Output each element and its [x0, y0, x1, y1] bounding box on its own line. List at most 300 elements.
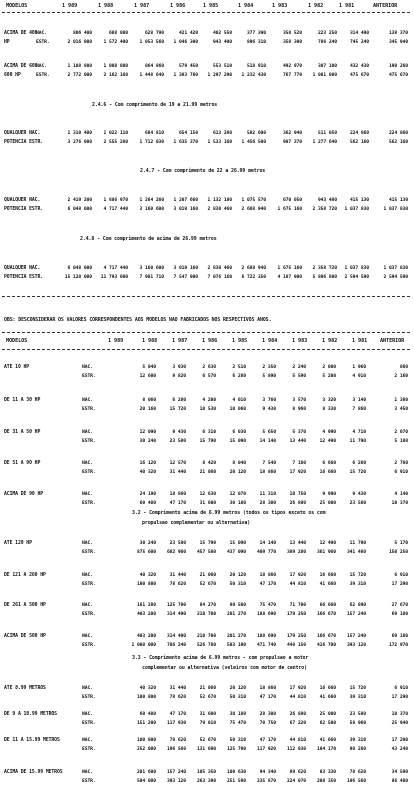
- header-year-1985: 1 985: [203, 3, 219, 9]
- table-cell: 117 930: [166, 721, 186, 726]
- row-origin: ESTR.: [82, 721, 96, 726]
- table-cell: 23 580: [169, 439, 186, 444]
- table-cell: 31 600: [199, 712, 216, 717]
- table-cell: 3 019 160: [173, 266, 198, 271]
- table-cell: 60 480: [139, 501, 156, 506]
- table-cell: 125 790: [226, 747, 246, 752]
- header-year-1983: 1 983: [272, 3, 288, 9]
- table-cell: 11 790: [349, 541, 366, 546]
- table-cell: 125 790: [166, 603, 186, 608]
- table-cell: 10 370: [391, 712, 408, 717]
- table-cell: 15 720: [349, 470, 366, 475]
- caption-2-4-6: 2.4.6 - Com comprimento de 19 a 21.99 metros: [92, 102, 218, 108]
- header-anterior: ANTERIOR: [373, 3, 398, 9]
- table-cell: 17 920: [289, 470, 306, 475]
- table-cell: 6 660: [322, 461, 336, 466]
- table-cell: 15 720: [349, 686, 366, 691]
- table-cell: 210 700: [196, 634, 216, 639]
- table-cell: 475 670: [349, 73, 369, 78]
- table-cell: 188 690: [256, 634, 276, 639]
- table-cell: 8 420: [202, 461, 216, 466]
- table-cell: 12 090: [139, 430, 156, 435]
- table-cell: 8 040: [232, 461, 246, 466]
- table-cell: 17 920: [289, 686, 306, 691]
- table-cell: 4 990: [322, 430, 336, 435]
- table-cell: 3 930: [172, 365, 186, 370]
- table-cell: 492 970: [282, 64, 302, 69]
- table-cell: 448 150: [286, 643, 306, 648]
- table-cell: 30 180: [229, 712, 246, 717]
- table-cell: 1 075 570: [241, 198, 266, 203]
- table-cell: 6 910: [394, 686, 408, 691]
- table-cell: 1 037 830: [344, 266, 369, 271]
- table-cell: 6 722 350: [241, 275, 266, 280]
- table-cell: 188 690: [256, 612, 276, 617]
- table-cell: 6 280: [352, 461, 366, 466]
- table-cell: 345 940: [388, 40, 408, 45]
- table-cell: 1 675 160: [277, 207, 302, 212]
- table-cell: 25 940: [391, 721, 408, 726]
- table-cell: 943 480: [317, 198, 337, 203]
- table-cell: 44 810: [289, 738, 306, 743]
- table-cell: 20 120: [229, 573, 246, 578]
- table-cell: 2 594 590: [344, 275, 369, 280]
- table-cell: 1 207 660: [173, 198, 198, 203]
- table-cell: 31 440: [169, 573, 186, 578]
- table-cell: 13 440: [289, 439, 306, 444]
- table-cell: 628 790: [144, 31, 164, 36]
- table-cell: 50 310: [229, 695, 246, 700]
- row-label: ACIMA DE 500 HP: [4, 634, 46, 639]
- table-cell: 377 390: [246, 31, 266, 36]
- row-origin: NAC.: [82, 365, 93, 370]
- table-cell: 2 630: [202, 365, 216, 370]
- table-cell: 421 420: [178, 31, 198, 36]
- row-label: ATE 10 HP: [4, 365, 30, 370]
- table-cell: 15 090: [229, 439, 246, 444]
- row-origin: ESTR.: [82, 374, 96, 379]
- caption-3-2-cont: propulsao complementar ou alternativa): [142, 520, 251, 526]
- table-cell: 562 160: [388, 140, 408, 145]
- table-cell: 11 793 600: [100, 275, 128, 280]
- table-cell: 263 390: [196, 779, 216, 784]
- year-header-top: [0, 1, 414, 12]
- row-origin: ESTR.: [82, 612, 96, 617]
- header-year-1988: 1 988: [98, 3, 114, 9]
- row-label: POTENCIA ESTR.: [4, 140, 44, 145]
- table-cell: 150 250: [388, 550, 408, 555]
- row-origin: NAC.: [36, 64, 47, 69]
- row-label: POTENCIA ESTR.: [4, 275, 44, 280]
- row-origin: NAC.: [82, 573, 93, 578]
- table-cell: 25 000: [319, 501, 336, 506]
- table-cell: 47 170: [259, 582, 276, 587]
- table-cell: 9 430: [172, 430, 186, 435]
- row-label: ATE 120 HP: [4, 541, 32, 546]
- table-cell: 8 960: [292, 407, 306, 412]
- table-cell: 1 886 970: [103, 198, 128, 203]
- table-cell: 5 896 800: [312, 275, 337, 280]
- table-cell: 1 264 260: [139, 198, 164, 203]
- header-year-1984: 1 984: [238, 3, 254, 9]
- table-cell: 28 300: [259, 501, 276, 506]
- table-cell: 112 030: [286, 747, 306, 752]
- table-cell: 224 860: [349, 131, 369, 136]
- table-cell: 7 860: [352, 407, 366, 412]
- table-cell: 66 660: [319, 603, 336, 608]
- table-cell: 896 310: [246, 40, 266, 45]
- table-cell: 7 540: [262, 461, 276, 466]
- row-origin: NAC.: [82, 541, 93, 546]
- table-cell: 2 772 000: [67, 73, 92, 78]
- table-cell: 21 060: [199, 686, 216, 691]
- table-cell: 172 970: [388, 643, 408, 648]
- row-label: POTENCIA ESTR.: [4, 207, 44, 212]
- table-cell: 23 580: [169, 541, 186, 546]
- table-cell: 6 048 000: [67, 266, 92, 271]
- table-cell: 654 150: [178, 131, 198, 136]
- header-anterior: ANTERIOR: [380, 338, 405, 344]
- table-cell: 402 550: [212, 31, 232, 36]
- table-cell: 40 320: [139, 573, 156, 578]
- table-cell: 341 480: [346, 550, 366, 555]
- row-label: DE 11 A 30 HP: [4, 398, 41, 403]
- header-year-1986: 1 986: [202, 338, 218, 344]
- table-cell: 100 800: [136, 582, 156, 587]
- table-cell: 1 046 300: [173, 40, 198, 45]
- table-cell: 94 340: [259, 770, 276, 775]
- table-cell: 196 560: [346, 779, 366, 784]
- table-cell: 15 790: [199, 541, 216, 546]
- table-cell: 4 010: [232, 398, 246, 403]
- table-cell: 8 330: [322, 407, 336, 412]
- table-cell: 223 250: [317, 31, 337, 36]
- table-cell: 17 290: [391, 695, 408, 700]
- table-cell: 875 600: [136, 550, 156, 555]
- table-cell: 314 490: [166, 634, 186, 639]
- table-cell: 67 220: [289, 721, 306, 726]
- table-cell: 1 712 030: [139, 140, 164, 145]
- table-cell: 1 037 830: [383, 207, 408, 212]
- table-cell: 670 050: [282, 198, 302, 203]
- table-cell: 1 572 400: [103, 40, 128, 45]
- table-cell: 100 800: [136, 738, 156, 743]
- table-cell: 6 280: [232, 374, 246, 379]
- row-origin: NAC.: [82, 398, 93, 403]
- row-origin: ESTR.: [82, 501, 96, 506]
- table-cell: 432 430: [349, 64, 369, 69]
- table-cell: 613 260: [212, 131, 232, 136]
- table-cell: 2 358 720: [312, 207, 337, 212]
- header-year-1983: 1 983: [292, 338, 308, 344]
- table-cell: 12 490: [319, 541, 336, 546]
- table-cell: 3 760: [262, 398, 276, 403]
- table-cell: 224 860: [388, 131, 408, 136]
- table-cell: 4 717 440: [103, 207, 128, 212]
- table-cell: 5 200: [322, 374, 336, 379]
- table-cell: 70 750: [259, 721, 276, 726]
- table-cell: 47 170: [169, 501, 186, 506]
- row-origin: ESTR.: [82, 643, 96, 648]
- table-cell: 786 240: [166, 643, 186, 648]
- table-cell: 41 660: [319, 582, 336, 587]
- header-year-1987: 1 987: [172, 338, 188, 344]
- table-cell: 6 570: [202, 374, 216, 379]
- header-year-1982: 1 982: [322, 338, 338, 344]
- table-cell: 157 240: [346, 634, 366, 639]
- divider: [2, 12, 410, 13]
- table-cell: 41 660: [319, 738, 336, 743]
- table-cell: 47 170: [169, 712, 186, 717]
- table-cell: 166 670: [316, 634, 336, 639]
- table-cell: 100 800: [136, 695, 156, 700]
- table-cell: 1 277 640: [312, 140, 337, 145]
- table-cell: 86 480: [391, 779, 408, 784]
- table-cell: 1 383 780: [173, 73, 198, 78]
- header-year-1984: 1 984: [262, 338, 278, 344]
- table-cell: 3 160 600: [139, 266, 164, 271]
- table-cell: 358 300: [282, 40, 302, 45]
- table-cell: 40 320: [139, 686, 156, 691]
- divider: [2, 332, 410, 333]
- table-cell: 1 081 080: [312, 73, 337, 78]
- table-cell: 34 590: [391, 770, 408, 775]
- table-cell: 358 520: [282, 31, 302, 36]
- table-cell: 475 670: [388, 73, 408, 78]
- table-cell: 1 448 640: [139, 73, 164, 78]
- table-cell: 69 180: [391, 612, 408, 617]
- header-year-1982: 1 982: [308, 3, 324, 9]
- row-label: 600 HP: [4, 73, 21, 78]
- table-cell: 7 076 160: [207, 275, 232, 280]
- table-cell: 907 370: [282, 140, 302, 145]
- table-cell: 393 120: [166, 779, 186, 784]
- table-cell: 1 108 800: [67, 64, 92, 69]
- table-cell: 31 440: [169, 686, 186, 691]
- table-cell: 2 510: [232, 365, 246, 370]
- table-cell: 15 090: [229, 541, 246, 546]
- table-cell: 9 820: [172, 374, 186, 379]
- table-cell: 6 048 000: [67, 207, 92, 212]
- table-cell: 10 530: [199, 407, 216, 412]
- table-cell: 5 170: [394, 541, 408, 546]
- table-cell: 25 000: [319, 712, 336, 717]
- row-label: DE 121 A 260 HP: [4, 573, 46, 578]
- table-cell: 3 276 000: [67, 140, 92, 145]
- header-year-1989: 1 989: [108, 338, 124, 344]
- table-cell: 98 280: [349, 747, 366, 752]
- table-cell: 39 310: [349, 695, 366, 700]
- table-cell: 7 160: [292, 461, 306, 466]
- row-origin: ESTR.: [82, 779, 96, 784]
- table-cell: 201 600: [136, 770, 156, 775]
- table-cell: 2 240: [292, 365, 306, 370]
- table-cell: 582 600: [246, 131, 266, 136]
- row-label: HP: [4, 40, 10, 45]
- caption-3-3: 3.3 - Comprimento acima de 6.99 metros - com propulsao a motor: [132, 655, 309, 661]
- header-modelos: MODELOS: [6, 3, 28, 9]
- table-cell: 1 310 400: [67, 131, 92, 136]
- table-cell: 157 240: [166, 770, 186, 775]
- table-cell: 131 690: [196, 747, 216, 752]
- table-cell: 684 810: [144, 131, 164, 136]
- table-cell: 83 330: [319, 770, 336, 775]
- row-label: DE 51 A 90 HP: [4, 461, 41, 466]
- row-label: DE 9 A 10.99 METROS: [4, 712, 57, 717]
- table-cell: 21 060: [199, 470, 216, 475]
- table-cell: 190 260: [388, 64, 408, 69]
- table-cell: 27 670: [391, 603, 408, 608]
- table-cell: 9 990: [322, 492, 336, 497]
- table-cell: 14 140: [259, 439, 276, 444]
- table-cell: 26 880: [289, 501, 306, 506]
- row-label: QUALQUER NAC.: [4, 266, 41, 271]
- row-origin: NAC.: [82, 738, 93, 743]
- table-cell: 2 688 940: [241, 207, 266, 212]
- row-origin: NAC.: [82, 634, 93, 639]
- table-cell: 75 470: [259, 603, 276, 608]
- divider: [2, 349, 410, 350]
- table-cell: 504 000: [136, 779, 156, 784]
- row-label: ACIMA DE 90 HP: [4, 492, 44, 497]
- table-cell: 437 090: [226, 550, 246, 555]
- table-cell: 860: [399, 365, 408, 370]
- table-cell: 415 130: [388, 198, 408, 203]
- table-cell: 2 000: [322, 365, 336, 370]
- row-label: ACIMA DE 600: [4, 64, 38, 69]
- table-cell: 806 400: [72, 31, 92, 36]
- table-cell: 78 620: [349, 770, 366, 775]
- row-origin: ESTR.: [36, 40, 50, 45]
- table-cell: 201 270: [226, 612, 246, 617]
- table-cell: 409 770: [256, 550, 276, 555]
- header-year-1981: 1 981: [339, 3, 355, 9]
- table-cell: 12 600: [139, 374, 156, 379]
- table-cell: 1 008 800: [103, 64, 128, 69]
- table-cell: 117 920: [256, 747, 276, 752]
- table-cell: 2 830 460: [207, 207, 232, 212]
- year-header-bottom: [0, 336, 414, 347]
- table-cell: 10 750: [289, 492, 306, 497]
- header-year-1981: 1 981: [352, 338, 368, 344]
- table-cell: 1 960: [352, 365, 366, 370]
- table-cell: 511 050: [317, 131, 337, 136]
- table-cell: 3 570: [292, 398, 306, 403]
- table-cell: 3 019 160: [173, 207, 198, 212]
- table-cell: 5 370: [292, 430, 306, 435]
- table-cell: 2 830 460: [207, 266, 232, 271]
- table-cell: 767 770: [282, 73, 302, 78]
- table-cell: 579 450: [178, 64, 198, 69]
- table-cell: 20 120: [229, 470, 246, 475]
- row-origin: NAC.: [82, 461, 93, 466]
- table-cell: 943 400: [212, 40, 232, 45]
- table-cell: 30 240: [139, 541, 156, 546]
- table-cell: 2 162 160: [103, 73, 128, 78]
- table-cell: 16 660: [319, 573, 336, 578]
- table-cell: 12 490: [319, 439, 336, 444]
- table-cell: 235 870: [256, 779, 276, 784]
- row-origin: NAC.: [82, 686, 93, 691]
- table-cell: 314 490: [349, 31, 369, 36]
- table-cell: 252 000: [136, 747, 156, 752]
- row-label: DE 261 A 500 HP: [4, 603, 46, 608]
- table-cell: 23 580: [349, 712, 366, 717]
- note-obs: OBS: DESCONSIDERAR OS VALORES CORRESPONDENTES AOS MODELOS NAO FABRICADOS NOS RESPECTIVOS ANOS.: [4, 317, 272, 323]
- table-cell: 179 250: [286, 612, 306, 617]
- table-cell: 17 290: [391, 738, 408, 743]
- table-cell: 393 120: [346, 643, 366, 648]
- table-cell: 5 040: [142, 365, 156, 370]
- table-cell: 4 187 900: [277, 275, 302, 280]
- table-cell: 4 140: [394, 492, 408, 497]
- table-cell: 2 160: [394, 374, 408, 379]
- table-cell: 78 620: [169, 738, 186, 743]
- row-origin: ESTR.: [82, 582, 96, 587]
- row-origin: NAC.: [82, 712, 93, 717]
- table-cell: 2 760: [394, 461, 408, 466]
- table-cell: 6 030: [232, 430, 246, 435]
- row-origin: NAC.: [82, 770, 93, 775]
- table-cell: 1 008 000: [131, 643, 156, 648]
- table-cell: 389 280: [286, 550, 306, 555]
- table-cell: 210 700: [196, 612, 216, 617]
- table-cell: 28 300: [259, 712, 276, 717]
- table-cell: 2 350: [262, 365, 276, 370]
- table-cell: 2 070: [394, 430, 408, 435]
- row-label: DE 31 A 50 HP: [4, 430, 41, 435]
- row-label: DE 11 A 15.99 METROS: [4, 738, 60, 743]
- row-origin: ESTR.: [82, 550, 96, 555]
- header-modelos: MODELOS: [6, 338, 28, 344]
- table-cell: 208 350: [316, 779, 336, 784]
- table-cell: 50 310: [229, 582, 246, 587]
- table-cell: 14 140: [259, 541, 276, 546]
- table-cell: 503 190: [226, 643, 246, 648]
- table-cell: 1 675 160: [277, 266, 302, 271]
- table-cell: 18 860: [259, 470, 276, 475]
- table-cell: 526 780: [196, 643, 216, 648]
- table-cell: 415 130: [349, 198, 369, 203]
- table-cell: 3 160 600: [139, 207, 164, 212]
- table-cell: 12 570: [169, 461, 186, 466]
- table-cell: 89 620: [289, 770, 306, 775]
- table-cell: 20 160: [139, 407, 156, 412]
- table-cell: 80 500: [229, 603, 246, 608]
- table-cell: 39 310: [349, 738, 366, 743]
- row-label: ATE 8.99 METROS: [4, 686, 46, 691]
- table-cell: 23 580: [349, 501, 366, 506]
- table-cell: 3 140: [352, 398, 366, 403]
- table-cell: 39 310: [349, 582, 366, 587]
- table-cell: 4 710: [352, 430, 366, 435]
- table-cell: 52 670: [199, 582, 216, 587]
- table-cell: 403 200: [136, 634, 156, 639]
- table-cell: 9 430: [262, 407, 276, 412]
- table-cell: 314 490: [166, 612, 186, 617]
- table-cell: 6 280: [172, 398, 186, 403]
- table-cell: 166 670: [316, 612, 336, 617]
- table-cell: 12 630: [199, 492, 216, 497]
- table-cell: 11 790: [349, 439, 366, 444]
- table-cell: 69 180: [391, 634, 408, 639]
- table-cell: 78 620: [169, 695, 186, 700]
- table-cell: 104 170: [316, 747, 336, 752]
- table-cell: 179 250: [286, 634, 306, 639]
- header-year-1985: 1 985: [232, 338, 248, 344]
- table-cell: 1 635 370: [173, 140, 198, 145]
- table-cell: 30 240: [139, 439, 156, 444]
